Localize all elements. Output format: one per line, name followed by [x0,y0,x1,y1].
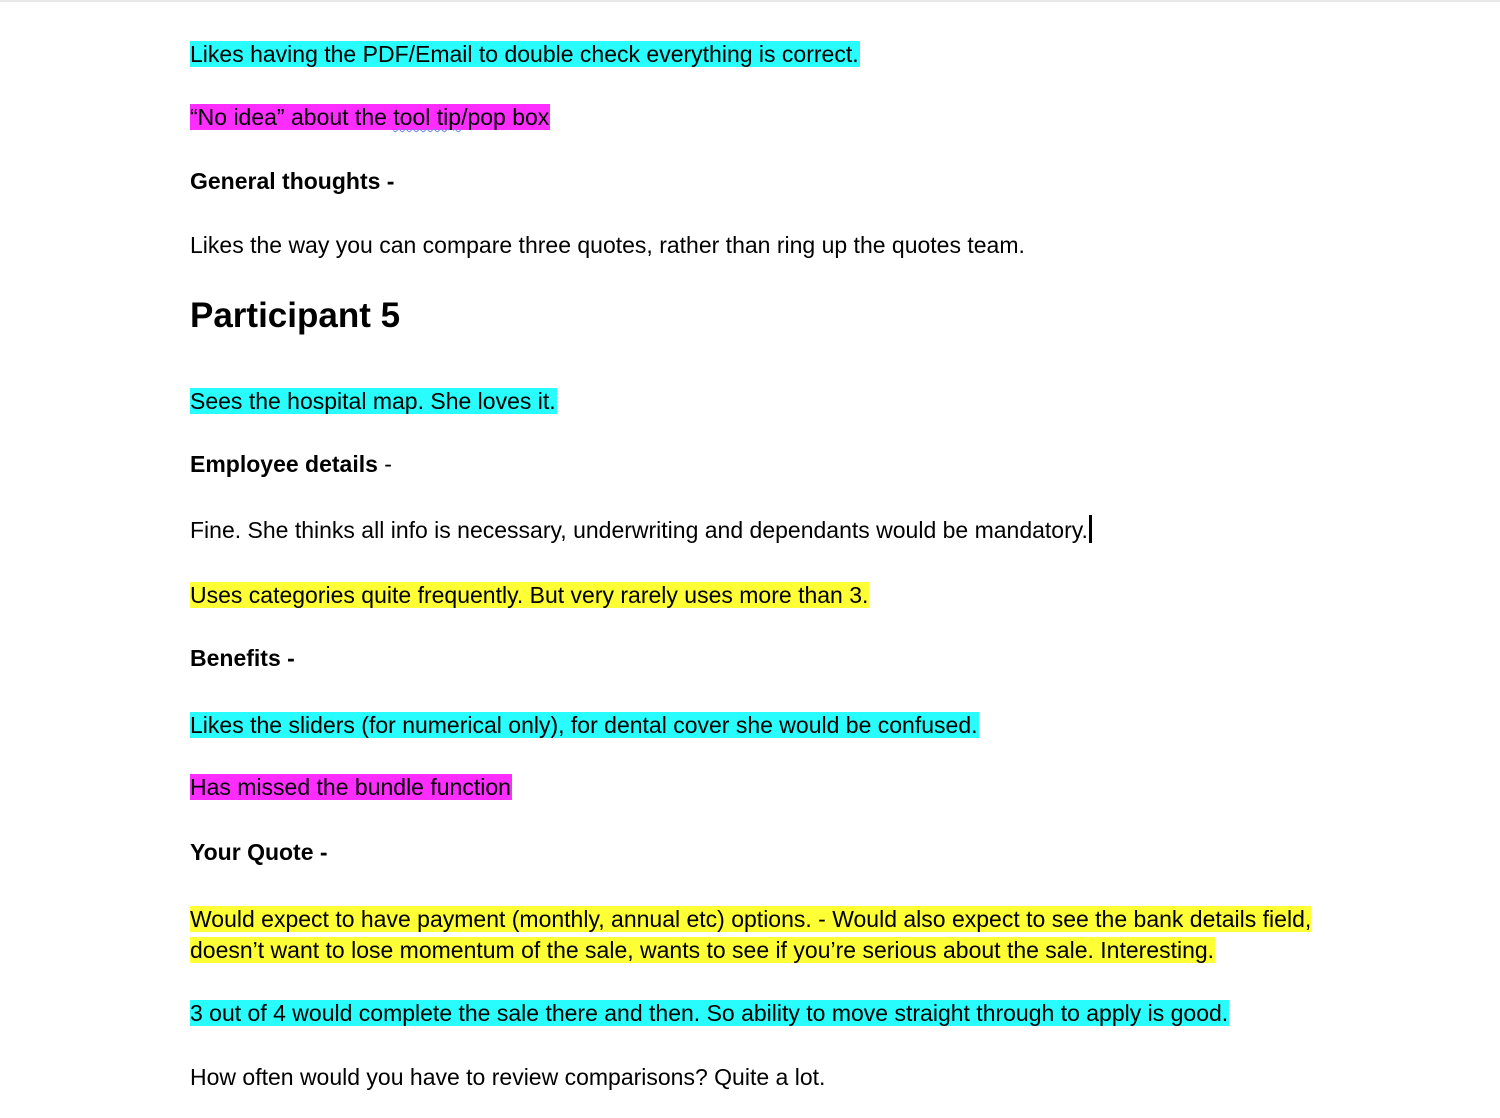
text-run: Fine. She thinks all info is necessary, underwriting and dependants would be mandatory. [190,517,1088,543]
paragraph-compare[interactable]: Likes the way you can compare three quotes, rather than ring up the quotes team. [190,232,1025,258]
highlighted-text: Would expect to have payment (monthly, annual etc) options. - Would also expect to see the bank details field, doesn’t want to lose momentum of the sale, wants to see if you’re serious about the sale. Interesting. [190,906,1312,963]
paragraph-no-idea[interactable] [190,102,550,133]
heading-general-thoughts[interactable]: General thoughts - [190,168,395,194]
spellcheck-word[interactable]: tool tip [393,104,462,130]
paragraph-categories[interactable] [190,580,869,611]
heading-your-quote[interactable]: Your Quote - [190,839,328,865]
highlighted-text: Sees the hospital map. She loves it. [190,388,556,414]
highlighted-text: Likes the sliders (for numerical only), for dental cover she would be confused. [190,712,978,738]
heading-text: Employee details [190,451,378,477]
text-run: “No idea” about the [190,104,394,130]
highlighted-text: Has missed the bundle function [190,774,511,800]
paragraph-fine[interactable] [190,515,1092,546]
text-run: /pop box [461,104,550,130]
highlighted-text: Likes having the PDF/Email to double check everything is correct. [190,41,859,67]
highlighted-text [190,104,550,130]
paragraph-payment[interactable] [190,904,1370,966]
highlighted-text: 3 out of 4 would complete the sale there and then. So ability to move straight through to apply is good. [190,1000,1229,1026]
heading-employee-details[interactable] [190,449,392,480]
heading-benefits[interactable]: Benefits - [190,645,295,671]
text-cursor [1089,515,1092,543]
paragraph-three-of-four[interactable] [190,998,1229,1029]
paragraph-sliders[interactable] [190,710,979,741]
highlighted-text: Uses categories quite frequently. But very rarely uses more than 3. [190,582,869,608]
paragraph-review[interactable]: How often would you have to review comparisons? Quite a lot. [190,1064,826,1090]
heading-dash: - [377,451,392,477]
paragraph-hospital[interactable] [190,386,557,417]
paragraph-bundle[interactable] [190,772,512,803]
paragraph-pdf-email[interactable] [190,39,860,70]
toolbar-divider [0,0,1500,2]
title-participant[interactable]: Participant 5 [190,296,401,335]
